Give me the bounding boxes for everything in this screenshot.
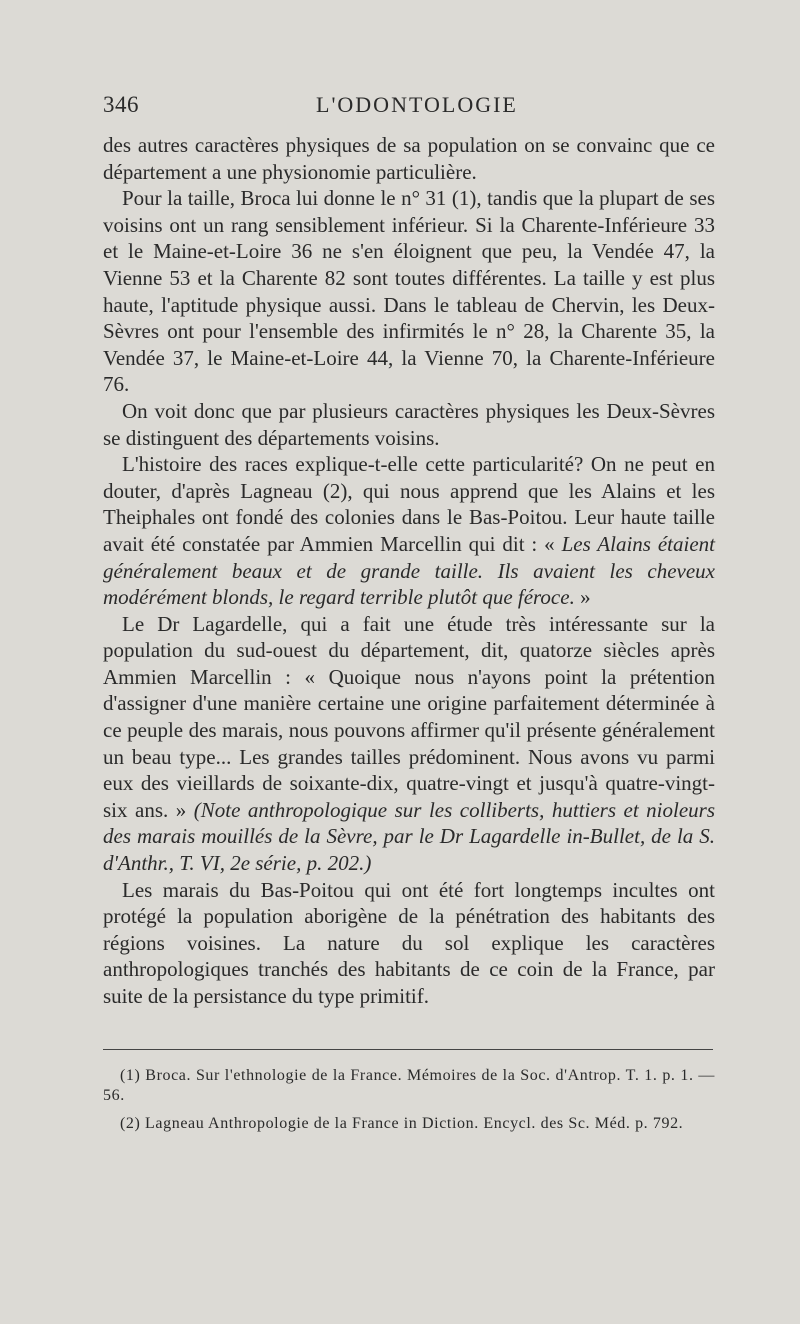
footnote-1: (1) Broca. Sur l'ethnologie de la France. Mémoires de la Soc. d'Antrop. T. 1. p. 1. — 56. (103, 1067, 715, 1104)
lagardelle-quote: Le Dr Lagardelle, qui a fait une étude très intéressante sur la population du sud-ouest du département, dit, quatorze siècles après Ammien Marcellin : « Quoique nous n'ayons point la prétention d'assigner d'une manière certaine une origine parfaitement déterminée à ce peuple des marais, nous pouvons affirmer qu'il présente généralement un beau type... Les grandes tailles prédominent. Nous avons vu parmi eux des vieillards de soixante-dix, quatre-vingt et jusqu'à quatre-vingt-six ans. » (103, 611, 715, 822)
footnotes (103, 1066, 715, 1142)
paragraph-4-text: L'histoire des races explique-t-elle cette particularité? On ne peut en douter, d'après Lagneau (2), qui nous apprend que les Alains et les Theiphales ont fondé des colonies dans le Bas-Poitou. Leur haute taille avait été constatée par Ammien Marcellin qui dit : « (103, 452, 715, 556)
running-head: L'ODONTOLOGIE (316, 92, 518, 117)
footnote-divider (103, 1049, 713, 1050)
paragraph-5 (103, 611, 715, 877)
paragraph-2: Pour la taille, Broca lui donne le n° 31 (1), tandis que la plupart de ses voisins ont un rang sensiblement inférieur. Si la Charente-Inférieure 33 et le Maine-et-Loire 36 ne s'en éloignent que peu, la Vendée 47, la Vienne 53 et la Charente 82 sont toutes différentes. La taille y est plus haute, l'aptitude physique aussi. Dans le tableau de Chervin, les Deux-Sèvres ont pour l'ensemble des infirmités le n° 28, la Charente 35, la Vendée 37, le Maine-et-Loire 44, la Vienne 70, la Charente-Inférieure 76. (103, 186, 715, 397)
citation-note: (Note anthropologique sur les colliberts, huttiers et nioleurs des marais mouillés de la Sèvre, par le Dr Lagardelle in-Bullet, de la S. d'Anthr., T. VI, 2e série, p. 202.) (103, 797, 716, 876)
paragraph-6: Les marais du Bas-Poitou qui ont été fort longtemps incultes ont protégé la population aborigène de la pénétration des habitants des régions voisines. La nature du sol explique les caractères anthropologiques tranchés des habitants de ce coin de la France, par suite de la persistance du type primitif. (103, 877, 715, 1008)
footnote-2: (2) Lagneau Anthropologie de la France in Diction. Encycl. des Sc. Méd. p. 792. (120, 1115, 684, 1132)
paragraph-4 (103, 451, 715, 611)
page-number: 346 (103, 92, 139, 117)
paragraph-3: On voit donc que par plusieurs caractères physiques les Deux-Sèvres se distinguent des départements voisins. (103, 398, 715, 450)
paragraph-1: des autres caractères physiques de sa population on se convainc que ce département a une physionomie particulière. (103, 133, 715, 184)
page-header (103, 92, 713, 124)
main-text (103, 132, 715, 1010)
paragraph-4-close: » (574, 585, 591, 610)
ammien-quote: Les Alains étaient généralement beaux et de grande taille. Ils avaient les cheveux modérément blonds, le regard terrible plutôt que féroce. (103, 531, 715, 610)
